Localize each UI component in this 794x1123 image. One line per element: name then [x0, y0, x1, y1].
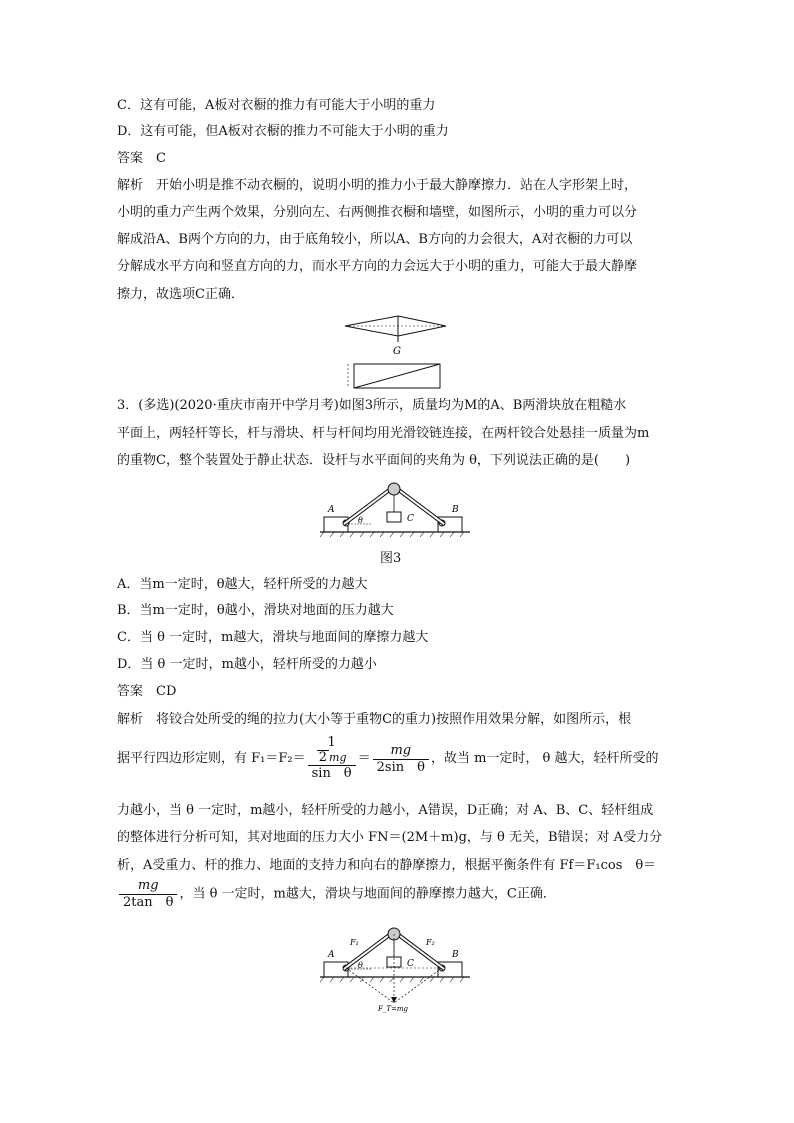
- q3-option-c: C．当 θ 一定时，m越大，滑块与地面间的摩擦力越大: [117, 630, 429, 645]
- eq-sign: ＝: [357, 751, 371, 766]
- frac1-den: sin θ: [311, 766, 352, 781]
- q3-stem-line-2: 平面上，两轻杆等长，杆与滑块、杆与杆间均用光滑铰链连接，在两杆铰合处悬挂一质量为m: [117, 426, 650, 441]
- q3-analysis-line-3: 力越小，当 θ 一定时，m越小，轻杆所受的力越小，A错误，D正确；对 A、B、C、轻杆组成: [117, 803, 654, 818]
- q3-stem-line-3: 的重物C，整个装置处于静止状态．设杆与水平面间的夹角为 θ，下列说法正确的是( ): [117, 453, 631, 468]
- fig-q3-label-ft: F_T=mg: [378, 1005, 409, 1013]
- q3-analysis-line-1: 解析 将铰合处所受的绳的拉力(大小等于重物C的重力)按照作用效果分解，如图所示，根: [117, 712, 632, 727]
- q2-analysis-line-3: 解成沿A、B两个方向的力，由于底角较小，所以A、B方向的力会很大，A对衣橱的力可以: [117, 232, 633, 247]
- frac1-top: 1: [327, 735, 336, 750]
- q2-analysis-line-4: 分解成水平方向和竖直方向的力，而水平方向的力会远大于小明的重力，可能大于最大静摩: [117, 259, 638, 274]
- frac1-tail: mg: [329, 751, 347, 764]
- q3-answer: 答案 CD: [117, 684, 177, 699]
- fraction-3: [119, 878, 177, 911]
- fig3-label-theta: θ: [358, 516, 363, 525]
- q2-option-d: D．这有可能，但A板对衣橱的推力不可能大于小明的重力: [117, 124, 449, 139]
- fig3-label-a: A: [328, 505, 335, 515]
- l2-post: ，故当 m一定时， θ 越大，轻杆所受的: [430, 751, 659, 766]
- q2-option-c: C．这有可能，A板对衣橱的推力有可能大于小明的重力: [117, 98, 436, 113]
- q3-option-a: A．当m一定时，θ越大，轻杆所受的力越大: [117, 577, 368, 592]
- l2-pre: 据平行四边形定则，有 F₁＝F₂＝: [117, 751, 306, 766]
- q2-analysis-line-2: 小明的重力产生两个效果，分别向左、右两侧推衣橱和墙壁，如图所示，小明的重力可以分: [117, 205, 638, 220]
- q2-answer: 答案 C: [117, 151, 166, 166]
- q3-analysis-line-5: 析，A受重力、杆的推力、地面的支持力和向右的静摩擦力，根据平衡条件有 Ff＝F₁cos θ＝: [117, 858, 657, 873]
- fig-q3-label-f2: F₂: [426, 938, 435, 947]
- q3-option-b: B．当m一定时，θ越小，滑块对地面的压力越大: [117, 603, 394, 618]
- fig3-label-c: C: [407, 514, 414, 524]
- q3-analysis-line-6: [117, 878, 556, 911]
- q2-force-figure: [340, 312, 450, 392]
- q3-force-figure: [320, 925, 470, 1013]
- fig-q3-label-a: A: [328, 950, 335, 960]
- fig-q3-label-b: B: [452, 950, 459, 960]
- q3-analysis-line-4: 的整体进行分析可知，其对地面的压力大小 FN＝(2M＋m)g，与 θ 无关，B错误；对 A受力分: [117, 830, 663, 845]
- figure-3: [320, 480, 470, 540]
- label-g: G: [393, 346, 401, 357]
- frac3-num: mg: [119, 878, 177, 895]
- q3-analysis-line-2: [117, 736, 659, 782]
- q3-stem-line-1: 3．(多选)(2020·重庆市南开中学月考)如图3所示，质量均为M的A、B两滑块放在粗糙水: [117, 398, 627, 413]
- l6-post: ，当 θ 一定时，m越大，滑块与地面间的静摩擦力越大，C正确．: [179, 886, 556, 902]
- frac2-num: mg: [373, 743, 429, 760]
- fig-q3-label-theta: θ: [358, 961, 363, 970]
- frac1-bot: 2: [318, 750, 328, 765]
- frac2-den: 2sin θ: [376, 759, 425, 775]
- frac3-den: 2tan θ: [123, 895, 174, 910]
- fig3-label-b: B: [452, 505, 459, 515]
- fraction-2: [373, 743, 429, 776]
- fig-q3-label-c: C: [407, 959, 414, 969]
- q2-analysis-line-5: 擦力，故选项C正确．: [117, 287, 244, 302]
- q2-analysis-line-1: 解析 开始小明是推不动衣橱的，说明小明的推力小于最大静摩擦力．站在人字形架上时，: [117, 178, 638, 193]
- fig-q3-label-f1: F₁: [350, 938, 359, 947]
- fraction-1: [308, 736, 356, 782]
- figure-3-caption: 图3: [380, 551, 402, 566]
- q3-option-d: D．当 θ 一定时，m越小，轻杆所受的力越小: [117, 657, 377, 672]
